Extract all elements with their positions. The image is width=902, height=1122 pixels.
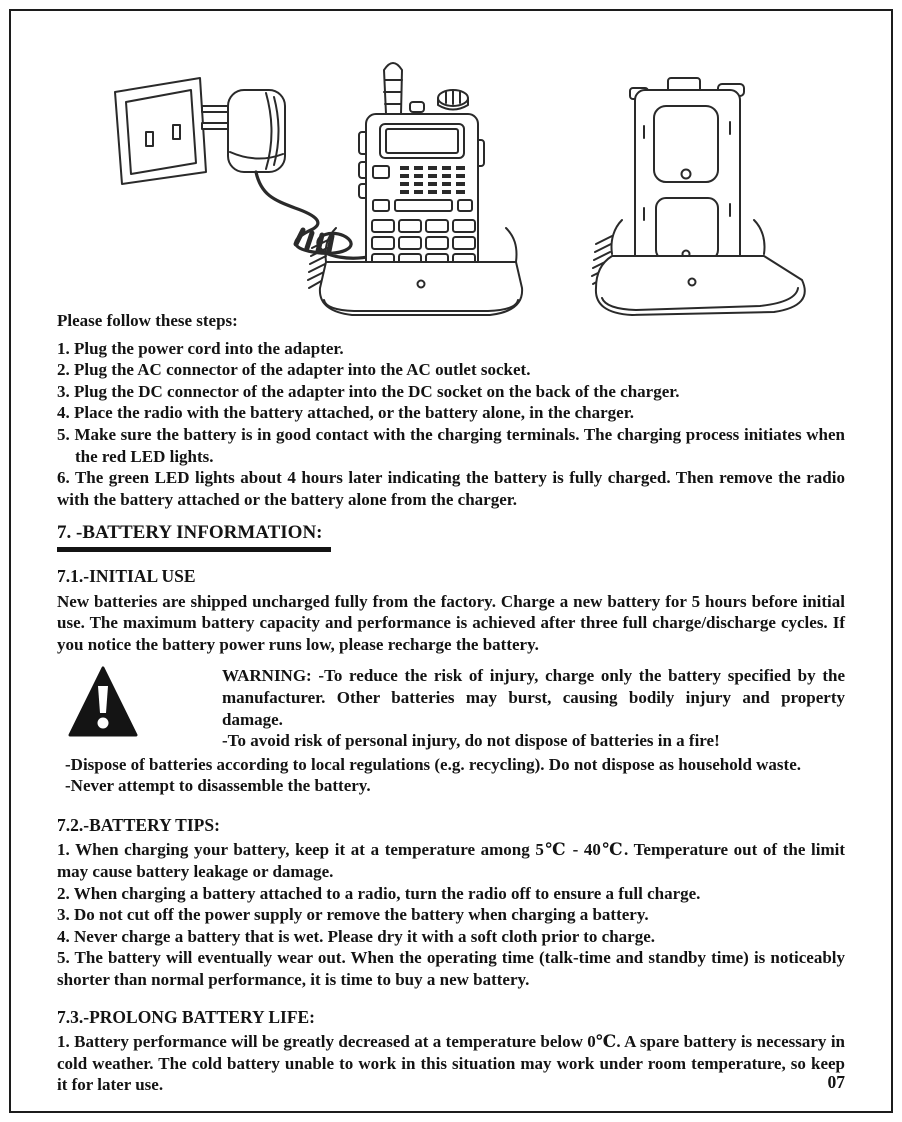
- battery-tip-2: 2. When charging a battery attached to a radio, turn the radio off to ensure a full charge.: [57, 883, 701, 903]
- page-content: [57, 310, 845, 1096]
- battery-tip-5: 5. The battery will eventually wear out. When the operating time (talk-time and standby time) is noticeably shorter than normal performance, it is time to buy a new battery.: [57, 948, 845, 990]
- warning-triangle-icon: [68, 665, 138, 739]
- section-initial-use-title: 7.1.-INITIAL USE: [57, 565, 196, 586]
- warning-notes: [65, 754, 845, 797]
- battery-tips-list: [57, 839, 845, 990]
- ac-adapter-illustration: [202, 90, 285, 172]
- warning-line-1: WARNING: -To reduce the risk of injury, charge only the battery specified by the manufacturer. Other batteries may burst, causing bodily injury and property damage.: [222, 666, 845, 729]
- steps-intro: Please follow these steps:: [57, 311, 238, 330]
- radio-illustration: [359, 63, 484, 288]
- charging-step-1: 1. Plug the power cord into the adapter.: [57, 338, 344, 358]
- warning-text: [222, 665, 845, 751]
- prolong-battery-life-paragraph: 1. Battery performance will be greatly decreased at a temperature below 0℃. A spare battery is necessary in cold weather. The cold battery unable to work in this situation may work under room temperature, so keep it for later use.: [57, 1032, 845, 1095]
- battery-tip-3: 3. Do not cut off the power supply or remove the battery when charging a battery.: [57, 905, 649, 925]
- section-battery-tips-title: 7.2.-BATTERY TIPS:: [57, 814, 220, 835]
- wall-outlet-illustration: [115, 78, 206, 184]
- warning-note-2: -Never attempt to disassemble the battery.: [65, 776, 371, 796]
- charging-step-2: 2. Plug the AC connector of the adapter into the AC outlet socket.: [57, 360, 531, 380]
- warning-line-2: -To avoid risk of personal injury, do not dispose of batteries in a fire!: [222, 731, 720, 751]
- charging-step-6: 6. The green LED lights about 4 hours later indicating the battery is fully charged. Then remove the radio with the battery attached or the battery alone from the charger.: [57, 468, 845, 509]
- warning-note-1: -Dispose of batteries according to local regulations (e.g. recycling). Do not dispose as household waste.: [65, 754, 802, 774]
- charging-step-3: 3. Plug the DC connector of the adapter into the DC socket on the back of the charger.: [57, 381, 680, 401]
- charging-step-5: 5. Make sure the battery is in good contact with the charging terminals. The charging process initiates when the red LED lights.: [57, 424, 845, 466]
- charging-steps-list: [57, 338, 845, 511]
- charging-illustration: [60, 48, 860, 323]
- initial-use-paragraph: New batteries are shipped uncharged fully from the factory. Charge a new battery for 5 hours before initial use. The maximum battery capacity and performance is achieved after three full charge/discharge cycles. If you notice the battery power runs low, please recharge the battery.: [57, 591, 845, 654]
- battery-tip-1: 1. When charging your battery, keep it at a temperature among 5℃ - 40℃. Temperature out of the limit may cause battery leakage or damage.: [57, 840, 845, 882]
- section-prolong-battery-life-title: 7.3.-PROLONG BATTERY LIFE:: [57, 1006, 316, 1027]
- charging-step-4: 4. Place the radio with the battery attached, or the battery alone, in the charger.: [57, 403, 634, 423]
- battery-tip-4: 4. Never charge a battery that is wet. Please dry it with a soft cloth prior to charge.: [57, 926, 656, 946]
- warning-block: [57, 665, 845, 751]
- warning-icon-column: [57, 665, 222, 751]
- battery-illustration: [630, 78, 744, 268]
- page-number: 07: [827, 1072, 845, 1092]
- section-battery-information-title: 7. -BATTERY INFORMATION:: [57, 522, 845, 552]
